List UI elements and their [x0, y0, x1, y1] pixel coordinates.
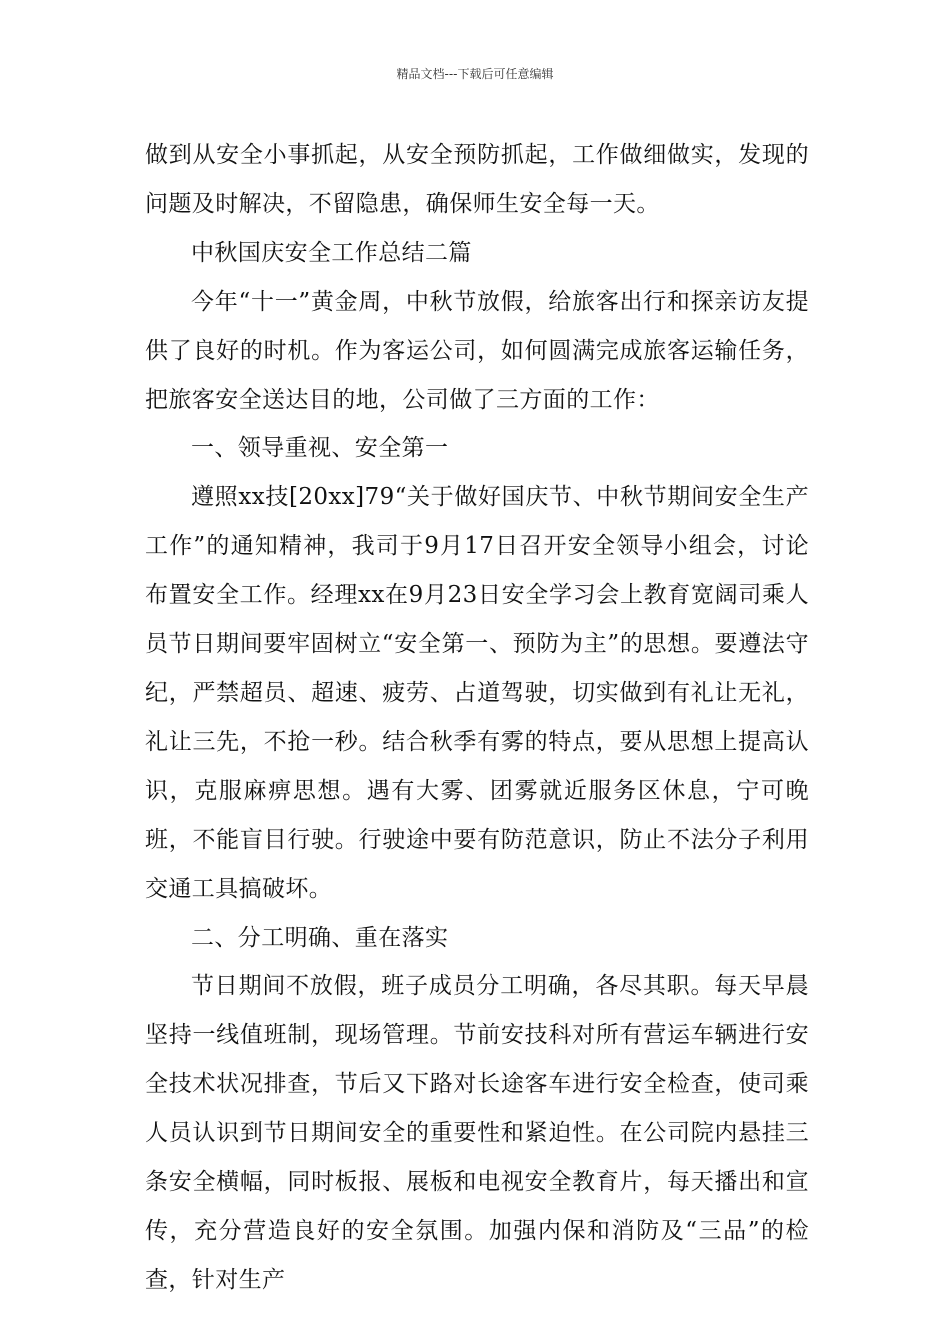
document-body: [145, 131, 809, 1305]
paragraph-continuation: 做到从安全小事抓起，从安全预防抓起，工作做细做实，发现的问题及时解决，不留隐患，确保师生安全每一天。: [145, 142, 809, 217]
paragraph-section-1: 遵照xx技[20xx]79“关于做好国庆节、中秋节期间安全生产工作”的通知精神，我司于9月17日召开安全领导小组会，讨论布置安全工作。经理xx在9月23日安全学习会上教育宽阔司乘人员节日期间要牢固树立“安全第一、预防为主”的思想。要遵法守纪，严禁超员、超速、疲劳、占道驾驶，切实做到有礼让无礼，礼让三先，不抢一秒。结合秋季有雾的特点，要从思想上提高认识，克服麻痹思想。遇有大雾、团雾就近服务区休息，宁可晚班，不能盲目行驶。行驶途中要有防范意识，防止不法分子利用交通工具搞破坏。: [145, 484, 809, 902]
section-title: 中秋国庆安全工作总结二篇: [191, 239, 472, 266]
paragraph-intro: 今年“十一”黄金周，中秋节放假，给旅客出行和探亲访友提供了良好的时机。作为客运公司，如何圆满完成旅客运输任务，把旅客安全送达目的地，公司做了三方面的工作：: [145, 288, 809, 413]
page-header: 精品文档---下载后可任意编辑: [396, 67, 554, 81]
section-heading-2: 二、分工明确、重在落实: [191, 924, 449, 951]
section-heading-1: 一、领导重视、安全第一: [191, 435, 449, 462]
paragraph-section-2: 节日期间不放假，班子成员分工明确，各尽其职。每天早晨坚持一线值班制，现场管理。节前安技科对所有营运车辆进行安全技术状况排查，节后又下路对长途客车进行安全检查，使司乘人员认识到节日期间安全的重要性和紧迫性。在公司院内悬挂三条安全横幅，同时板报、展板和电视安全教育片，每天播出和宣传，充分营造良好的安全氛围。加强内保和消防及“三品”的检查，针对生产: [145, 973, 809, 1293]
